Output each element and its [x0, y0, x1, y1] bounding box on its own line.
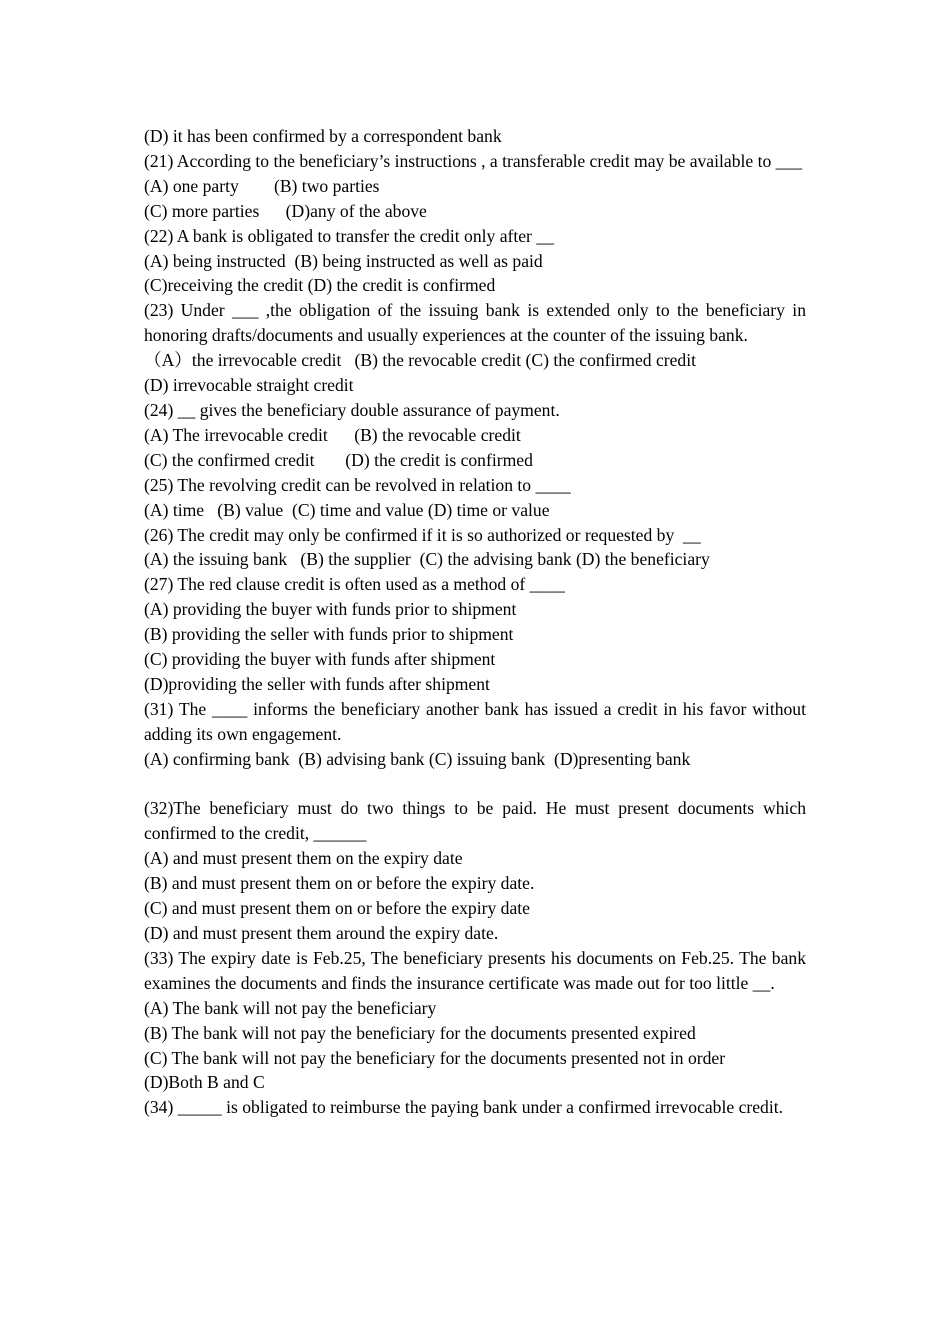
text-line: (C) providing the buyer with funds after shipment: [144, 649, 496, 670]
text-line: (22) A bank is obligated to transfer the credit only after __: [144, 225, 554, 246]
text-line: (A) confirming bank (B) advising bank (C) issuing bank (D)presenting bank: [144, 748, 691, 769]
text-line: (A) The irrevocable credit (B) the revocable credit: [144, 424, 521, 445]
text-line: (26) The credit may only be confirmed if it is so authorized or requested by __: [144, 524, 701, 545]
text-line: (C) The bank will not pay the beneficiary for the documents presented not in order: [144, 1047, 726, 1068]
question-paragraph: (23) Under ___ ,the obligation of the issuing bank is extended only to the beneficiary in honoring drafts/documents and usually experiences at the counter of the issuing bank.: [144, 300, 806, 346]
question-paragraph: (21) According to the beneficiary’s instructions , a transferable credit may be available to ___: [144, 150, 803, 171]
text-line: (C) and must present them on or before the expiry date: [144, 898, 530, 919]
text-line: (A) being instructed (B) being instructed as well as paid: [144, 250, 543, 271]
text-line: (A) one party (B) two parties: [144, 175, 380, 196]
question-paragraph: (33) The expiry date is Feb.25, The beneficiary presents his documents on Feb.25. The bank examines the documents and finds the insurance certificate was made out for too little __.: [144, 947, 806, 993]
text-line: (C) more parties (D)any of the above: [144, 200, 427, 221]
text-line: (B) and must present them on or before the expiry date.: [144, 873, 535, 894]
text-line: (A) time (B) value (C) time and value (D) time or value: [144, 499, 550, 520]
text-line: (D)providing the seller with funds after shipment: [144, 673, 490, 694]
text-line: (B) The bank will not pay the beneficiary for the documents presented expired: [144, 1022, 696, 1043]
text-line: (A) the issuing bank (B) the supplier (C) the advising bank (D) the beneficiary: [144, 549, 710, 570]
question-paragraph: (32)The beneficiary must do two things to be paid. He must present documents which confirmed to the credit, ______: [144, 798, 806, 844]
text-line: （A）the irrevocable credit (B) the revocable credit (C) the confirmed credit: [144, 350, 697, 371]
blank-line: [144, 772, 806, 797]
text-line: (A) providing the buyer with funds prior to shipment: [144, 599, 517, 620]
text-line: (27) The red clause credit is often used as a method of ____: [144, 574, 565, 595]
question-paragraph: (34) _____ is obligated to reimburse the paying bank under a confirmed irrevocable credit.: [144, 1097, 784, 1118]
text-line: (25) The revolving credit can be revolved in relation to ____: [144, 474, 571, 495]
text-line: (A) and must present them on the expiry date: [144, 848, 463, 869]
text-line: (D) irrevocable straight credit: [144, 375, 354, 396]
text-line: (D) and must present them around the expiry date.: [144, 922, 499, 943]
text-line: (D)Both B and C: [144, 1072, 265, 1093]
text-line: (C) the confirmed credit (D) the credit is confirmed: [144, 449, 533, 470]
text-line: (D) it has been confirmed by a correspondent bank: [144, 126, 502, 146]
question-paragraph: (31) The ____ informs the beneficiary another bank has issued a credit in his favor without adding its own engagement.: [144, 698, 806, 744]
text-line: (A) The bank will not pay the beneficiary: [144, 997, 437, 1018]
document-page: [144, 124, 806, 1120]
text-line: (C)receiving the credit (D) the credit is confirmed: [144, 275, 496, 296]
text-line: (B) providing the seller with funds prior to shipment: [144, 624, 514, 645]
text-line: (24) __ gives the beneficiary double assurance of payment.: [144, 399, 560, 420]
document-body: [144, 124, 806, 1120]
